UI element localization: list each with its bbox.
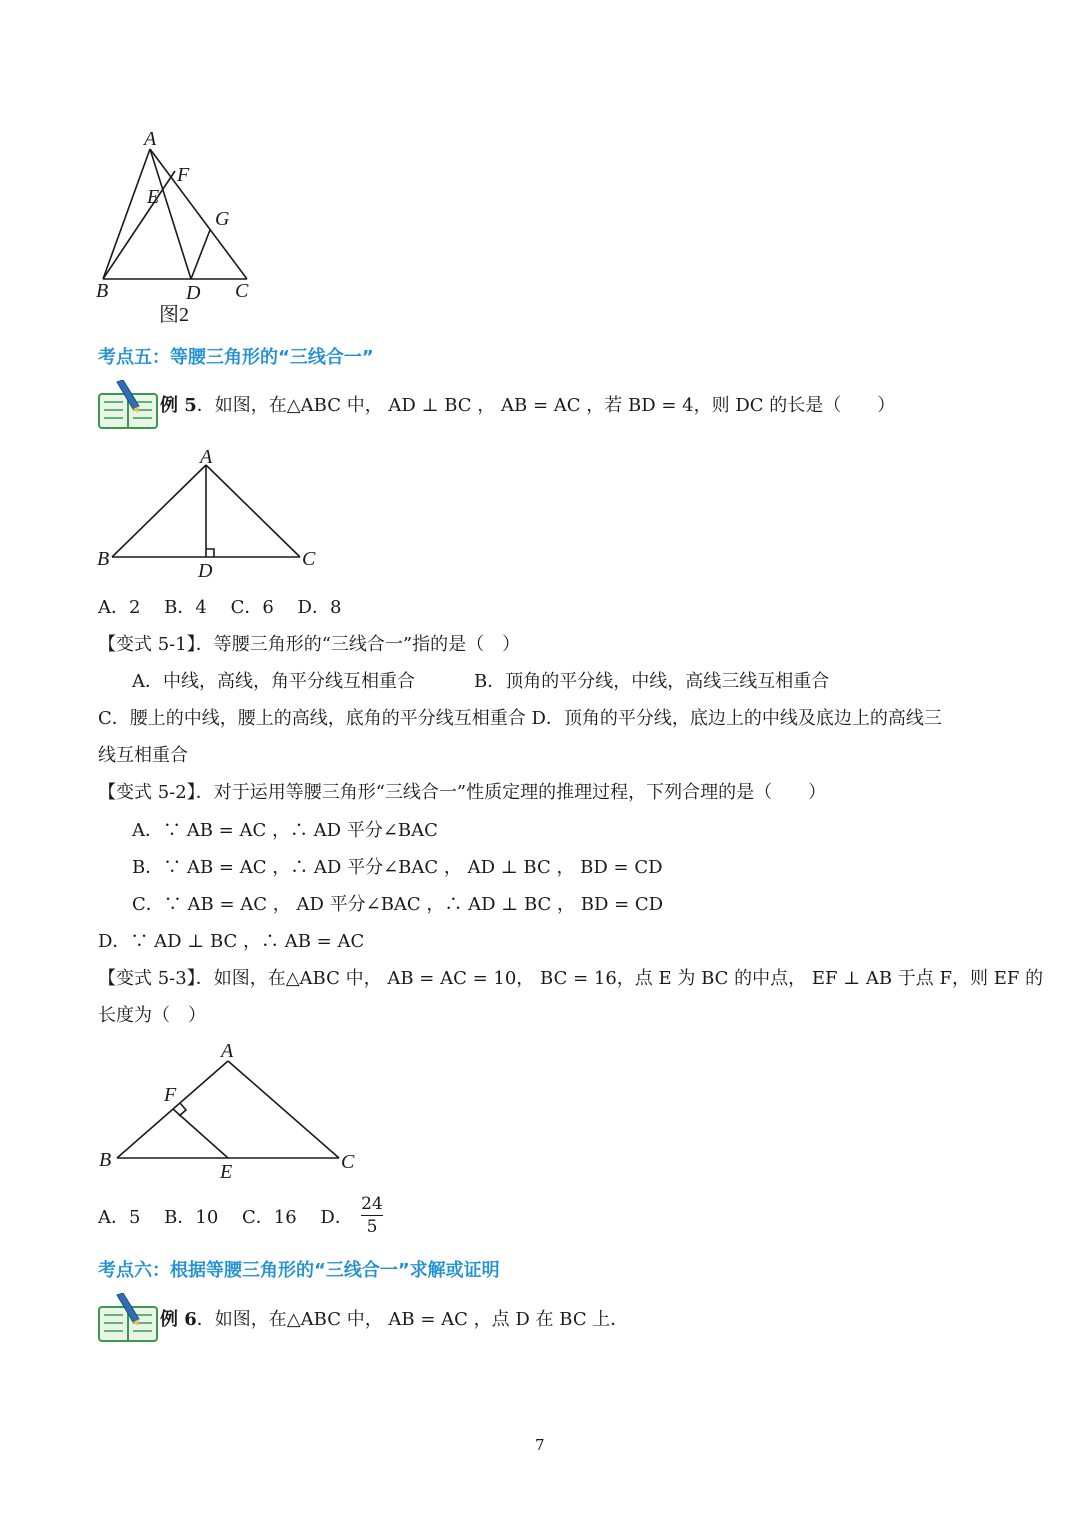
variant-5-1-option-cd: C．腰上的中线，腰上的高线，底角的平分线互相重合 D．顶角的平分线，底边上的中线及底边上的高线三: [98, 708, 942, 729]
example-5-text: ．如图，在△ABC 中， AD ⊥ BC ， AB = AC ，若 BD = 4，则 DC 的长是（ ）: [196, 395, 896, 416]
section-5-heading: 考点五：等腰三角形的“三线合一”: [98, 347, 374, 368]
example-6-label: 例 6: [160, 1309, 197, 1330]
variant-5-3-figure: [92, 1038, 362, 1183]
variant-5-3-text: ．如图，在△ABC 中， AB = AC = 10， BC = 16，点 E 为 BC 的中点， EF ⊥ AB 于点 F，则 EF 的: [195, 968, 1044, 989]
ex5-label-c: C: [302, 548, 316, 570]
book-pencil-icon: [97, 1293, 159, 1343]
section-6-heading: 考点六：根据等腰三角形的“三线合一”求解或证明: [98, 1260, 500, 1281]
book-pencil-icon: [97, 380, 159, 430]
fraction-24-over-5: [360, 1194, 384, 1237]
fig2-label-c: C: [235, 280, 249, 302]
v53-label-b: B: [99, 1149, 112, 1171]
fig2-label-g: G: [215, 208, 230, 230]
fig2-label-b: B: [96, 280, 109, 302]
variant-5-2-line: [98, 780, 826, 806]
variant-5-1-text: ．等腰三角形的“三线合一”指的是（ ）: [195, 634, 521, 655]
figure-2: [90, 125, 260, 330]
page-number: 7: [535, 1436, 545, 1454]
fraction-denominator: 5: [366, 1217, 378, 1237]
fraction-bar: [361, 1215, 383, 1216]
variant-5-3-line: [98, 966, 1043, 992]
variant-5-3-options: A．5 B．10 C．16 D．: [98, 1207, 353, 1228]
fig2-label-a: A: [144, 128, 157, 150]
fraction-numerator: 24: [361, 1194, 383, 1214]
example-6-line: [160, 1307, 628, 1333]
variant-5-2-text: ．对于运用等腰三角形“三线合一”性质定理的推理过程，下列合理的是（ ）: [195, 782, 827, 803]
variant-5-2-option-c: C．∵ AB = AC ， AD 平分∠BAC ，∴ AD ⊥ BC ， BD = CD: [132, 894, 664, 915]
v53-label-c: C: [341, 1151, 355, 1173]
variant-5-1-option-b: B．顶角的平分线，中线，高线三线互相重合: [474, 671, 830, 692]
v53-label-f: F: [164, 1084, 177, 1106]
fig2-label-e: E: [147, 186, 160, 208]
variant-5-2-option-b: B．∵ AB = AC ，∴ AD 平分∠BAC ， AD ⊥ BC ， BD = CD: [132, 857, 663, 878]
example-5-label: 例 5: [160, 395, 197, 416]
example-5-line: [160, 393, 895, 419]
variant-5-3-label: 【变式 5-3】: [98, 968, 196, 989]
variant-5-2-option-d: D．∵ AD ⊥ BC ，∴ AB = AC: [98, 931, 365, 952]
variant-5-3-text-cont: 长度为（ ）: [98, 1005, 206, 1026]
example-6-text: ．如图，在△ABC 中， AB = AC ，点 D 在 BC 上．: [196, 1309, 629, 1330]
fig2-label-f: F: [177, 164, 190, 186]
ex5-label-d: D: [198, 560, 213, 582]
fig2-label-d: D: [186, 282, 201, 304]
fig2-caption: 图2: [159, 304, 189, 326]
variant-5-1-option-cd-cont: 线互相重合: [98, 745, 188, 766]
ex5-label-b: B: [97, 548, 110, 570]
variant-5-1-option-a: A．中线，高线，角平分线互相重合: [132, 671, 415, 692]
v53-label-a: A: [221, 1040, 234, 1062]
variant-5-2-label: 【变式 5-2】: [98, 782, 196, 803]
v53-label-e: E: [220, 1161, 233, 1183]
variant-5-1-line: [98, 632, 520, 658]
example-5-figure: [92, 443, 327, 583]
example-5-options: A．2 B．4 C．6 D．8: [98, 597, 342, 618]
variant-5-1-label: 【变式 5-1】: [98, 634, 196, 655]
ex5-label-a: A: [200, 446, 213, 468]
variant-5-2-option-a: A．∵ AB = AC ，∴ AD 平分∠BAC: [132, 820, 438, 841]
